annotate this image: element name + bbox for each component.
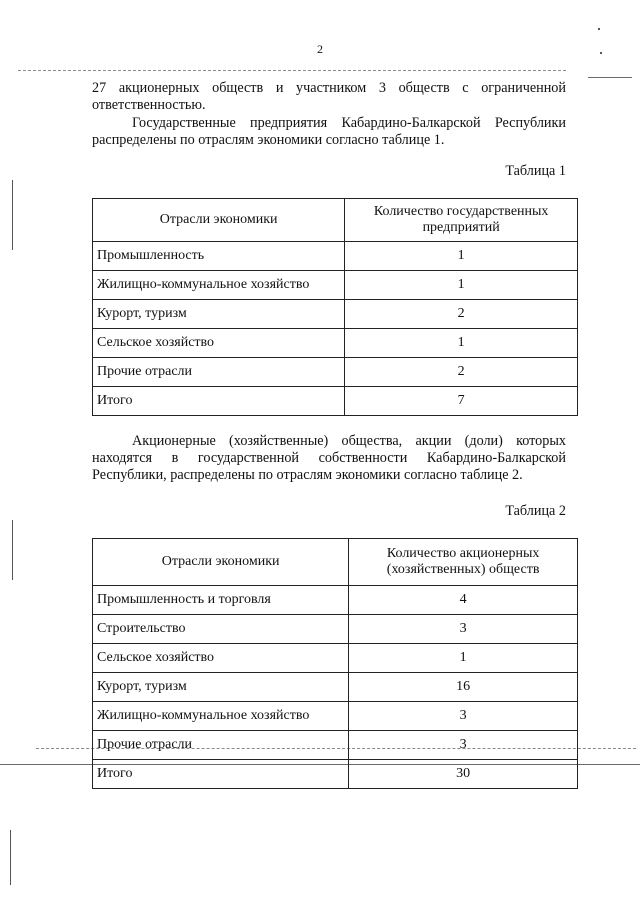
cell-count: 1 xyxy=(345,271,578,300)
scan-artifact-top-line xyxy=(18,70,566,71)
cell-sector: Итого xyxy=(93,387,345,416)
cell-sector: Итого xyxy=(93,760,349,789)
table-header-row xyxy=(93,539,578,586)
table-2 xyxy=(92,538,578,789)
table-1 xyxy=(92,198,578,416)
cell-count: 16 xyxy=(349,673,578,702)
table-row xyxy=(93,300,578,329)
cell-sector: Прочие отрасли xyxy=(93,731,349,760)
cell-count: 2 xyxy=(345,358,578,387)
cell-sector: Сельское хозяйство xyxy=(93,329,345,358)
cell-sector: Сельское хозяйство xyxy=(93,644,349,673)
header-count: Количество акционерных (хозяйственных) обществ xyxy=(349,539,578,586)
cell-count: 1 xyxy=(345,242,578,271)
cell-count: 3 xyxy=(349,615,578,644)
scan-artifact-top-right-line xyxy=(588,77,632,78)
header-sector: Отрасли экономики xyxy=(93,199,345,242)
cell-count: 7 xyxy=(345,387,578,416)
page-number: 2 xyxy=(317,42,323,56)
cell-sector: Курорт, туризм xyxy=(93,673,349,702)
cell-count: 30 xyxy=(349,760,578,789)
intro-line: 27 акционерных обществ и участником 3 обществ с ограниченной ответственностью. xyxy=(92,80,566,113)
cell-sector: Жилищно-коммунальное хозяйство xyxy=(93,271,345,300)
table-2-caption: Таблица 2 xyxy=(505,503,566,519)
cell-count: 2 xyxy=(345,300,578,329)
table-header-row xyxy=(93,199,578,242)
table-row xyxy=(93,673,578,702)
header-count: Количество государственных предприятий xyxy=(345,199,578,242)
cell-sector: Прочие отрасли xyxy=(93,358,345,387)
table-row xyxy=(93,731,578,760)
cell-count: 3 xyxy=(349,702,578,731)
table-row xyxy=(93,702,578,731)
table-row xyxy=(93,329,578,358)
cell-sector: Строительство xyxy=(93,615,349,644)
table-row xyxy=(93,615,578,644)
scan-artifact-left-edge xyxy=(10,830,11,885)
table-row xyxy=(93,242,578,271)
header-sector: Отрасли экономики xyxy=(93,539,349,586)
cell-count: 4 xyxy=(349,586,578,615)
cell-count: 1 xyxy=(345,329,578,358)
table-row xyxy=(93,358,578,387)
cell-sector: Жилищно-коммунальное хозяйство xyxy=(93,702,349,731)
table-total-row xyxy=(93,760,578,789)
table-row xyxy=(93,271,578,300)
cell-count: 1 xyxy=(349,644,578,673)
scan-artifact-dot xyxy=(598,28,600,30)
paragraph-1: Государственные предприятия Кабардино-Балкарской Республики распределены по отраслям экономики согласно таблице 1. xyxy=(92,115,566,148)
cell-sector: Промышленность и торговля xyxy=(93,586,349,615)
cell-sector: Курорт, туризм xyxy=(93,300,345,329)
table-row xyxy=(93,644,578,673)
scan-artifact-left-edge xyxy=(12,520,13,580)
table-total-row xyxy=(93,387,578,416)
paragraph-2: Акционерные (хозяйственные) общества, акции (доли) которых находятся в государственной собственности Кабардино-Балкарской Республики, распределены по отраслям экономики согласно таблице 2. xyxy=(92,433,566,483)
scan-artifact-left-edge xyxy=(12,180,13,250)
table-row xyxy=(93,586,578,615)
cell-count: 3 xyxy=(349,731,578,760)
cell-sector: Промышленность xyxy=(93,242,345,271)
table-1-caption: Таблица 1 xyxy=(505,163,566,179)
